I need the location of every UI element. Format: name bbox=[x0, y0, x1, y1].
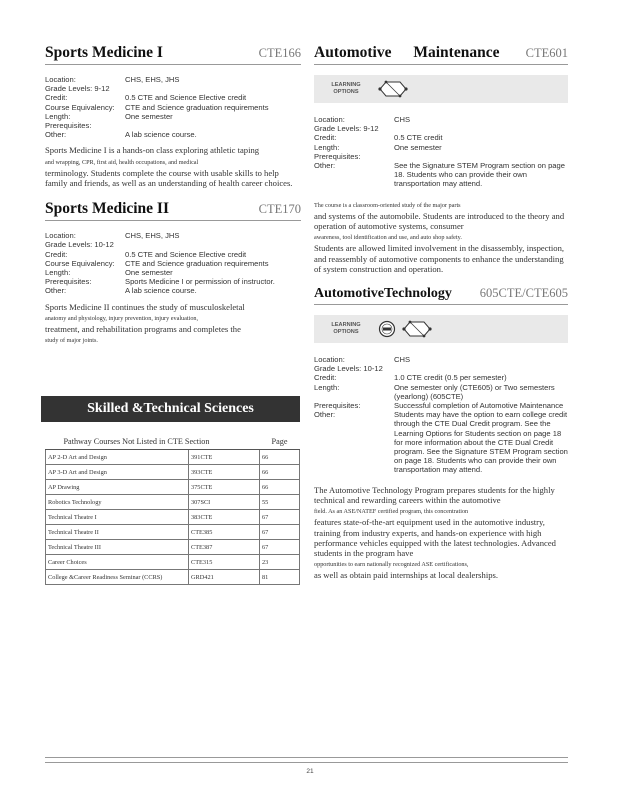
course-title: Sports Medicine I bbox=[45, 44, 163, 61]
course-sports-medicine-2 bbox=[45, 200, 301, 346]
description-small-text: anatomy and physiology, injury prevention, injury evaluation, bbox=[45, 314, 199, 322]
course-description bbox=[45, 145, 301, 188]
description-text: features state-of-the-art equipment used in the automotive industry, training from industry experts, and hands-on experience with high performance vehicles equipped with the latest technologies. Advanced students in the program have bbox=[314, 517, 556, 558]
course-name-cell: College &Career Readiness Seminar (CCRS) bbox=[46, 570, 189, 585]
course-header bbox=[45, 200, 301, 221]
page-cell: 66 bbox=[260, 450, 300, 465]
course-code-cell: GRD421 bbox=[189, 570, 260, 585]
page-number: 21 bbox=[306, 768, 314, 775]
table-row bbox=[46, 570, 300, 585]
info-label: Prerequisites: bbox=[45, 121, 92, 131]
info-value: 0.5 CTE credit bbox=[394, 133, 443, 143]
info-value: See the Signature STEM Program section on page 18. Students who can provide their own transportation may attend. bbox=[394, 161, 565, 189]
course-automotive-technology bbox=[314, 286, 568, 580]
left-column bbox=[45, 44, 301, 346]
table-row bbox=[46, 480, 300, 495]
info-label: Location: bbox=[314, 115, 345, 124]
info-label: Location: bbox=[314, 355, 345, 365]
info-row bbox=[45, 277, 301, 286]
course-info bbox=[314, 355, 568, 475]
info-row bbox=[314, 373, 568, 382]
course-header bbox=[314, 286, 568, 305]
info-label: Length: bbox=[314, 382, 340, 392]
info-row bbox=[314, 355, 568, 364]
section-banner: Skilled &Technical Sciences bbox=[41, 396, 300, 422]
description-small-text: opportunities to earn nationally recognized ASE certifications, bbox=[314, 561, 469, 569]
course-name-cell: Technical Theatre I bbox=[46, 510, 189, 525]
info-row bbox=[45, 103, 301, 112]
description-text: Sports Medicine I is a hands-on class exploring athletic taping bbox=[45, 145, 260, 156]
page-cell: 81 bbox=[260, 570, 300, 585]
info-label: Location: bbox=[45, 75, 76, 84]
info-row bbox=[314, 133, 568, 142]
page-cell: 66 bbox=[260, 465, 300, 480]
info-value bbox=[394, 152, 568, 161]
course-info bbox=[45, 75, 301, 139]
course-name-cell: Career Choices bbox=[46, 555, 189, 570]
description-text: as well as obtain paid internships at local dealerships. bbox=[314, 570, 499, 581]
course-info bbox=[45, 231, 301, 295]
course-description bbox=[314, 485, 568, 581]
info-row bbox=[45, 286, 301, 295]
info-row bbox=[314, 401, 568, 410]
course-title: Automotive Maintenance bbox=[314, 44, 500, 61]
course-title: Sports Medicine II bbox=[45, 200, 169, 218]
info-row bbox=[45, 112, 301, 121]
info-value: Successful completion of Automotive Maintenance bbox=[394, 401, 564, 411]
info-value bbox=[125, 121, 301, 130]
description-small-text: study of major joints. bbox=[45, 337, 98, 345]
course-name-cell: Robotics Technology bbox=[46, 495, 189, 510]
description-text: and systems of the automobile. Students are introduced to the theory and operation of automotive systems, consumer bbox=[314, 210, 565, 232]
course-code-cell: 391CTE bbox=[189, 450, 260, 465]
table-row bbox=[46, 540, 300, 555]
course-description bbox=[45, 302, 301, 347]
course-title: AutomotiveTechnology bbox=[314, 286, 452, 302]
page-cell: 67 bbox=[260, 510, 300, 525]
course-sports-medicine-1 bbox=[45, 44, 301, 188]
info-value: 1.0 CTE credit (0.5 per semester) bbox=[394, 373, 507, 383]
info-value: 0.5 CTE and Science Elective credit bbox=[125, 249, 247, 259]
info-value: One semester bbox=[125, 111, 173, 121]
learning-options-label: LEARNING OPTIONS bbox=[331, 82, 361, 95]
course-automotive-maintenance bbox=[314, 44, 568, 274]
table-row bbox=[46, 525, 300, 540]
course-name-cell: AP Drawing bbox=[46, 480, 189, 495]
info-label: Credit: bbox=[314, 373, 337, 383]
description-text: Sports Medicine II continues the study of musculoskeletal bbox=[45, 301, 245, 312]
info-label: Grade Levels: 10-12 bbox=[314, 364, 383, 374]
info-label: Other: bbox=[314, 161, 336, 171]
info-value: Sports Medicine I or permission of instructor. bbox=[125, 277, 275, 287]
course-name-cell: AP 3-D Art and Design bbox=[46, 465, 189, 480]
course-code: CTE601 bbox=[525, 46, 568, 60]
info-row bbox=[45, 268, 301, 277]
course-code-cell: CTE385 bbox=[189, 525, 260, 540]
info-value: 0.5 CTE and Science Elective credit bbox=[125, 93, 247, 103]
network-hexagon-icon bbox=[378, 80, 408, 98]
info-value bbox=[110, 84, 301, 93]
description-small-text: The course is a classroom-oriented study of the major parts bbox=[314, 201, 461, 209]
info-row bbox=[45, 84, 301, 93]
table-row bbox=[46, 555, 300, 570]
info-value: CHS bbox=[394, 355, 411, 365]
table-row bbox=[46, 495, 300, 510]
info-label: Length: bbox=[45, 268, 71, 278]
info-value bbox=[379, 124, 568, 133]
right-column bbox=[314, 44, 568, 581]
info-label: Other: bbox=[314, 410, 336, 420]
info-row bbox=[45, 259, 301, 268]
course-info bbox=[314, 115, 568, 189]
info-value: CHS, EHS, JHS bbox=[125, 231, 180, 241]
description-small-text: and wrapping, CPR, first aid, health occupations, and medical bbox=[45, 158, 199, 166]
course-code-cell: 375CTE bbox=[189, 480, 260, 495]
description-small-text: awareness, tool identification and use, and auto shop safety. bbox=[314, 234, 462, 242]
description-text: terminology. Students complete the course with usable skills to help family and friends, as well as an understanding of health career choices. bbox=[45, 167, 293, 189]
info-row bbox=[45, 130, 301, 139]
description-small-text: field. As an ASE/NATEF certified program, this concentration bbox=[314, 508, 469, 516]
learning-options-label: LEARNING OPTIONS bbox=[331, 322, 361, 336]
page-cell: 66 bbox=[260, 480, 300, 495]
table-row bbox=[46, 510, 300, 525]
page-cell: 23 bbox=[260, 555, 300, 570]
info-label: Course Equivalency: bbox=[45, 102, 115, 112]
info-value: CTE and Science graduation requirements bbox=[125, 102, 269, 112]
info-row bbox=[45, 250, 301, 259]
info-label: Credit: bbox=[45, 249, 68, 259]
pathway-courses-table bbox=[45, 436, 300, 585]
info-row bbox=[314, 124, 568, 133]
course-description bbox=[314, 199, 568, 274]
course-name-cell: Technical Theatre III bbox=[46, 540, 189, 555]
table-header-row bbox=[46, 436, 300, 450]
page-cell: 55 bbox=[260, 495, 300, 510]
info-label: Other: bbox=[45, 286, 67, 296]
course-code-cell: CTE387 bbox=[189, 540, 260, 555]
info-label: Credit: bbox=[45, 93, 68, 103]
page-cell: 67 bbox=[260, 525, 300, 540]
info-row bbox=[314, 410, 568, 474]
info-value: One semester bbox=[394, 142, 442, 152]
info-row bbox=[45, 121, 301, 130]
info-label: Prerequisites: bbox=[314, 401, 361, 411]
table-header-courses: Pathway Courses Not Listed in CTE Section bbox=[46, 436, 260, 450]
info-label: Length: bbox=[45, 111, 71, 121]
table-row bbox=[46, 465, 300, 480]
learning-options-box bbox=[314, 315, 568, 343]
info-label: Credit: bbox=[314, 133, 337, 143]
description-text: treatment, and rehabilitation programs and completes the bbox=[45, 324, 241, 335]
info-label: Course Equivalency: bbox=[45, 258, 115, 268]
info-value: One semester only (CTE605) or Two semesters (yearlong) (605CTE) bbox=[394, 382, 555, 401]
cte-dual-credit-icon bbox=[378, 320, 396, 338]
course-code-cell: 307SCI bbox=[189, 495, 260, 510]
info-label: Grade Levels: 9-12 bbox=[314, 124, 379, 134]
info-row bbox=[45, 231, 301, 240]
info-row bbox=[45, 240, 301, 249]
description-text: The Automotive Technology Program prepares students for the highly technical and rewarding careers within the automotive bbox=[314, 484, 555, 505]
learning-options-icons bbox=[378, 80, 408, 98]
network-hexagon-icon bbox=[402, 320, 432, 338]
course-code: CTE166 bbox=[258, 46, 301, 60]
info-label: Grade Levels: 10-12 bbox=[45, 240, 114, 250]
info-row bbox=[314, 364, 568, 373]
info-label: Length: bbox=[314, 142, 340, 152]
info-label: Prerequisites: bbox=[314, 151, 361, 161]
info-value bbox=[114, 240, 301, 249]
info-label: Location: bbox=[45, 231, 76, 241]
course-code-cell: 383CTE bbox=[189, 510, 260, 525]
info-row bbox=[314, 152, 568, 161]
info-value: A lab science course. bbox=[125, 130, 197, 140]
info-row bbox=[314, 161, 568, 189]
info-row bbox=[45, 93, 301, 102]
course-header bbox=[314, 44, 568, 65]
info-label: Grade Levels: 9-12 bbox=[45, 84, 110, 94]
info-row bbox=[45, 75, 301, 84]
course-code-cell: 393CTE bbox=[189, 465, 260, 480]
footer-rule bbox=[45, 757, 568, 763]
course-header bbox=[45, 44, 301, 65]
info-row bbox=[314, 383, 568, 401]
course-code-cell: CTE315 bbox=[189, 555, 260, 570]
table-row bbox=[46, 450, 300, 465]
table-header-page: Page bbox=[260, 436, 300, 450]
info-value: CHS bbox=[394, 115, 411, 124]
page-cell: 67 bbox=[260, 540, 300, 555]
course-code: 605CTE/CTE605 bbox=[479, 286, 568, 301]
learning-options-box bbox=[314, 75, 568, 103]
description-text: Students are allowed limited involvement in the disassembly, inspection, and reassembly of automotive components to enhance the understanding of system construction and operation. bbox=[314, 243, 565, 274]
course-code: CTE170 bbox=[258, 202, 301, 217]
info-value: A lab science course. bbox=[125, 286, 197, 296]
info-label: Other: bbox=[45, 130, 67, 140]
learning-options-icons bbox=[378, 320, 432, 338]
info-value: One semester bbox=[125, 268, 173, 278]
info-label: Prerequisites: bbox=[45, 277, 92, 287]
info-value: CHS, EHS, JHS bbox=[125, 75, 180, 84]
info-value: CTE and Science graduation requirements bbox=[125, 258, 269, 268]
info-row bbox=[314, 143, 568, 152]
course-name-cell: Technical Theatre II bbox=[46, 525, 189, 540]
course-name-cell: AP 2-D Art and Design bbox=[46, 450, 189, 465]
info-value bbox=[383, 364, 568, 373]
info-row bbox=[314, 115, 568, 124]
info-value: Students may have the option to earn college credit through the CTE Dual Credit program. See the Learning Options for Students section on page 18 for more information about the CTE Dual Credit program. See the Signature STEM Program section on page 18. Students who can provide their own transportation may attend. bbox=[394, 410, 568, 475]
